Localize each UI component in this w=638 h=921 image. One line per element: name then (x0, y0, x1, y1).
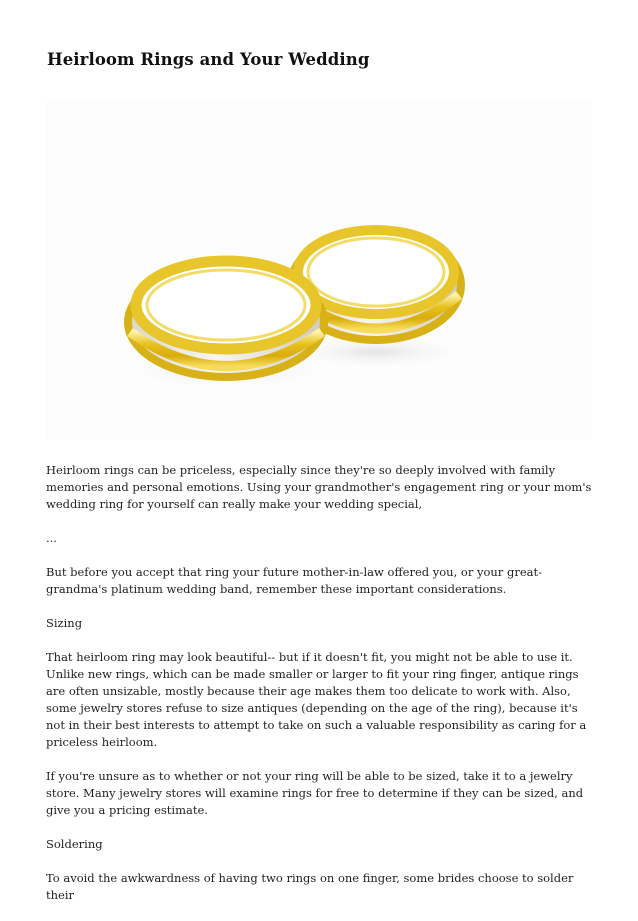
paragraph-jewelry-store: If you're unsure as to whether or not your ring will be able to be sized, take it to a jewelry store. Many jewelry stores will examine rings for free to determine if they can be sized, and give you a pricing estimate. (46, 769, 584, 817)
paragraph-sizing: That heirloom ring may look beautiful-- but if it doesn't fit, you might not be able to use it. Unlike new rings, which can be made smaller or larger to fit your ring finger, antique rings are often unsizable, mostly because their age makes them too delicate to work with. Also, some jewelry stores refuse to size antiques (depending on the age of the ring), because it's not in their best interests to attempt to take on such a valuable responsibility as caring for a priceless heirloom. (46, 650, 587, 749)
paragraph-intro: Heirloom rings can be priceless, especially since they're so deeply involved with family memories and personal emotions. Using your grandmother's engagement ring or your mom's wedding ring for yourself can really make your wedding special, (46, 463, 592, 511)
article-body (46, 462, 594, 921)
heading-sizing: Sizing (46, 616, 83, 630)
paragraph-soldering: To avoid the awkwardness of having two rings on one finger, some brides choose to solder their (46, 871, 574, 902)
page-title: Heirloom Rings and Your Wedding (47, 50, 370, 69)
left-ring (128, 261, 324, 377)
wedding-rings-icon (46, 100, 591, 440)
paragraph-ellipsis: ... (46, 531, 57, 545)
paragraph-considerations: But before you accept that ring your future mother-in-law offered you, or your great-grandma's platinum wedding band, remember these important considerations. (46, 565, 542, 596)
heading-soldering: Soldering (46, 837, 103, 851)
wedding-rings-image (46, 100, 591, 440)
